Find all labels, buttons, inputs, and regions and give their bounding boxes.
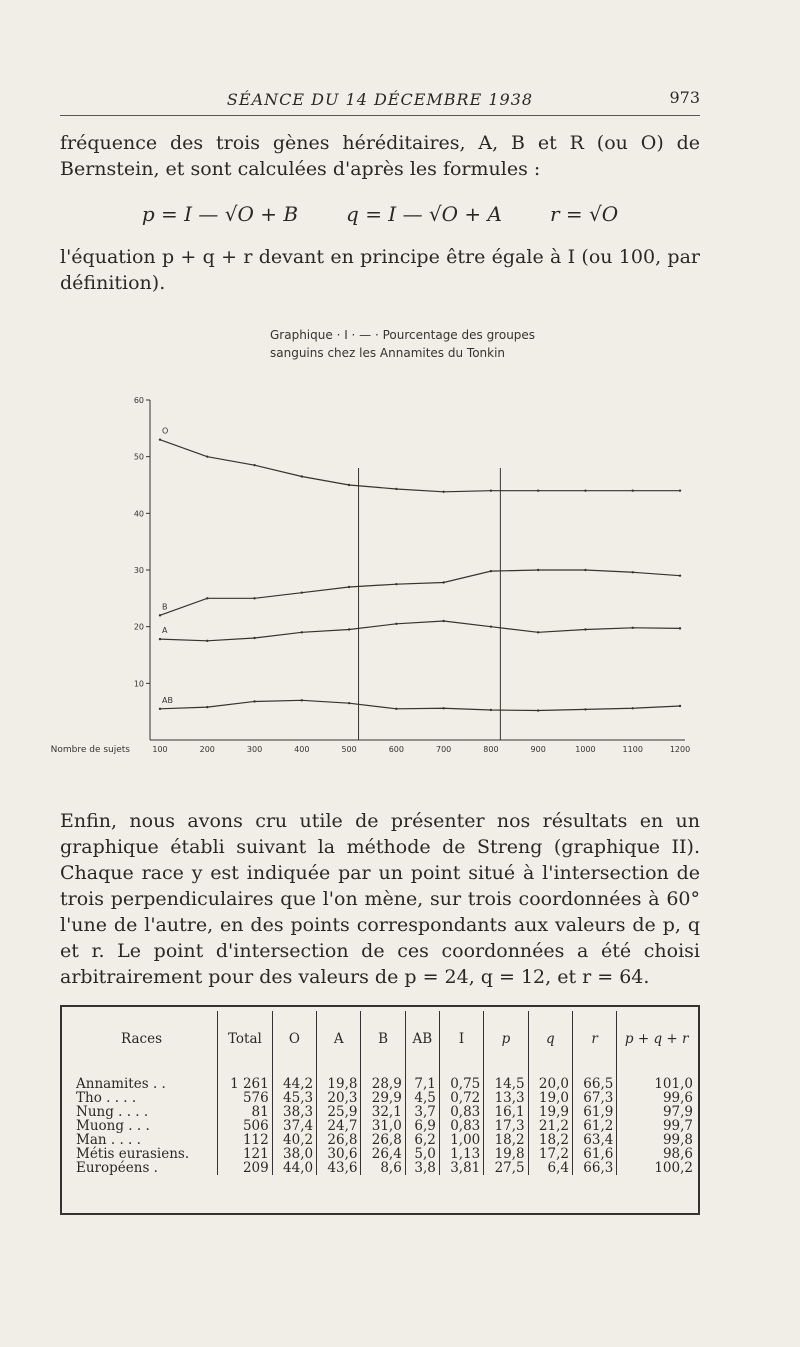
table-cell: 25,9 [317, 1105, 361, 1119]
x-axis-label: Nombre de sujets [50, 745, 130, 755]
series-point-ab [348, 702, 350, 704]
table-header-cell: Races [66, 1011, 218, 1067]
series-label-o: O [162, 426, 169, 436]
table-cell: 6,4 [528, 1161, 572, 1175]
table-header-cell: A [317, 1011, 361, 1067]
table-cell: 7,1 [405, 1067, 439, 1091]
table-header-cell: AB [405, 1011, 439, 1067]
table-row [66, 1091, 696, 1105]
formula-q: q = I — √O + A [346, 202, 502, 226]
table-cell: 17,3 [484, 1119, 528, 1133]
running-header [60, 86, 700, 116]
table-cell: 13,3 [484, 1091, 528, 1105]
table-cell: 29,9 [361, 1091, 405, 1105]
header-rule [60, 115, 700, 116]
series-point-o [537, 489, 539, 491]
x-tick-label: 700 [435, 745, 452, 754]
series-point-a [159, 638, 161, 640]
table-cell: 0,83 [439, 1105, 483, 1119]
table-cell: 19,8 [317, 1067, 361, 1091]
race-cell: Métis eurasiens. [66, 1147, 218, 1161]
table-cell: 209 [218, 1161, 273, 1175]
x-tick-label: 100 [152, 745, 168, 754]
table-cell: 121 [218, 1147, 273, 1161]
table-header-cell: B [361, 1011, 405, 1067]
series-point-a [537, 631, 539, 633]
table-cell: 19,0 [528, 1091, 572, 1105]
table-cell: 4,5 [405, 1091, 439, 1105]
table-cell: 5,0 [405, 1147, 439, 1161]
series-point-a [206, 640, 208, 642]
table-cell: 43,6 [317, 1161, 361, 1175]
series-label-a: A [162, 626, 168, 636]
table-cell: 28,9 [361, 1067, 405, 1091]
table-cell: 24,7 [317, 1119, 361, 1133]
table-cell: 506 [218, 1119, 273, 1133]
table-cell: 61,2 [572, 1119, 616, 1133]
series-point-ab [537, 709, 539, 711]
race-cell: Tho . . . . [66, 1091, 218, 1105]
table-cell: 26,8 [317, 1133, 361, 1147]
series-label-ab: AB [162, 695, 173, 705]
x-tick-label: 300 [246, 745, 263, 754]
race-cell: Nung . . . . [66, 1105, 218, 1119]
formula-p: p = I — √O + B [141, 202, 299, 226]
series-point-a [301, 631, 303, 633]
y-tick-label: 40 [133, 509, 144, 519]
series-point-ab [395, 708, 397, 710]
series-point-ab [206, 706, 208, 708]
table-cell: 81 [218, 1105, 273, 1119]
series-point-o [301, 475, 303, 477]
data-table-frame [60, 1005, 700, 1215]
race-cell: Annamites . . [66, 1067, 218, 1091]
table-cell: 1 261 [218, 1067, 273, 1091]
table-row [66, 1133, 696, 1147]
table-cell: 112 [218, 1133, 273, 1147]
series-line-b [160, 570, 680, 615]
series-label-b: B [162, 602, 168, 612]
table-cell: 100,2 [654, 1160, 693, 1176]
series-point-b [537, 569, 539, 571]
series-point-b [395, 583, 397, 585]
table-cell: 3,7 [405, 1105, 439, 1119]
paragraph-2: l'équation p + q + r devant en principe être égale à I (ou 100, par définition). [60, 246, 700, 294]
table-cell: 1,13 [439, 1147, 483, 1161]
table-cell: 6,2 [405, 1133, 439, 1147]
series-point-a [490, 625, 492, 627]
series-point-o [395, 488, 397, 490]
table-cell: 0,75 [439, 1067, 483, 1091]
blood-group-chart [50, 380, 700, 760]
table-cell: 99,8 [662, 1132, 693, 1148]
series-point-a [442, 620, 444, 622]
series-point-o [584, 489, 586, 491]
table-cell: 19,9 [528, 1105, 572, 1119]
table-cell: 99,7 [662, 1118, 693, 1134]
series-point-o [679, 489, 681, 491]
table-cell: 44,0 [272, 1161, 316, 1175]
blood-group-table [66, 1011, 696, 1175]
series-point-ab [253, 700, 255, 702]
series-point-ab [301, 699, 303, 701]
series-point-o [490, 489, 492, 491]
table-cell: 30,6 [317, 1147, 361, 1161]
table-cell: 97,9 [662, 1104, 693, 1120]
table-row [66, 1119, 696, 1133]
series-point-a [632, 627, 634, 629]
race-cell: Muong . . . [66, 1119, 218, 1133]
table-cell: 16,1 [484, 1105, 528, 1119]
paragraph-1: fréquence des trois gènes héréditaires, A, B et R (ou O) de Bernstein, et sont calculées d'après les formules : [60, 132, 700, 180]
table-header-cell: p + q + r [624, 1031, 689, 1047]
table-header-cell: I [439, 1011, 483, 1067]
table-cell: 38,3 [272, 1105, 316, 1119]
series-point-o [348, 484, 350, 486]
table-row [66, 1147, 696, 1161]
table-cell: 31,0 [361, 1119, 405, 1133]
series-point-b [632, 571, 634, 573]
table-cell: 8,6 [361, 1161, 405, 1175]
table-cell: 18,2 [484, 1133, 528, 1147]
series-point-o [206, 455, 208, 457]
series-point-b [301, 591, 303, 593]
race-cell: Man . . . . [66, 1133, 218, 1147]
table-cell: 18,2 [528, 1133, 572, 1147]
series-point-ab [632, 707, 634, 709]
series-point-b [584, 569, 586, 571]
x-tick-label: 1000 [575, 745, 596, 754]
series-point-a [679, 627, 681, 629]
series-point-b [253, 597, 255, 599]
series-point-ab [159, 708, 161, 710]
y-tick-label: 10 [133, 679, 144, 689]
series-point-a [584, 628, 586, 630]
table-cell: 32,1 [361, 1105, 405, 1119]
table-cell: 20,0 [528, 1067, 572, 1091]
table-cell: 66,3 [572, 1161, 616, 1175]
table-cell: 63,4 [572, 1133, 616, 1147]
series-point-a [348, 628, 350, 630]
table-cell: 26,8 [361, 1133, 405, 1147]
table-cell: 99,6 [662, 1090, 693, 1106]
table-cell: 3,81 [439, 1161, 483, 1175]
chart-title [270, 326, 535, 362]
series-point-b [679, 574, 681, 576]
series-point-b [442, 581, 444, 583]
x-tick-label: 600 [388, 745, 405, 754]
table-cell: 98,6 [662, 1146, 693, 1162]
chart-title-line-1: Graphique · I · — · Pourcentage des groupes [270, 328, 536, 342]
table-cell: 27,5 [484, 1161, 528, 1175]
running-title: SÉANCE DU 14 DÉCEMBRE 1938 [226, 90, 534, 109]
series-line-a [160, 621, 680, 641]
paragraph-3: Enfin, nous avons cru utile de présenter nos résultats en un graphique établi suivant la méthode de Streng (graphique II). Chaque race y est indiquée par un point situé à l'intersection de trois perpendiculaires que l'on mène, sur trois coordonnées à 60° l'une de l'autre, en des points correspondants aux valeurs de p, q et r. Le point d'intersection de ces coordonnées a été choisi arbitrairement pour des valeurs de p = 24, q = 12, et r = 64. [60, 810, 700, 988]
series-point-o [159, 438, 161, 440]
table-header-cell: q [528, 1011, 572, 1067]
table-cell: 37,4 [272, 1119, 316, 1133]
table-header-row [66, 1011, 696, 1067]
y-tick-label: 20 [133, 622, 144, 632]
page-number: 973 [669, 88, 700, 107]
series-line-o [160, 440, 680, 492]
table-cell: 576 [218, 1091, 273, 1105]
table-cell: 40,2 [272, 1133, 316, 1147]
table-cell: 45,3 [272, 1091, 316, 1105]
table-cell: 61,9 [572, 1105, 616, 1119]
table-cell: 0,83 [439, 1119, 483, 1133]
x-tick-label: 900 [530, 745, 546, 754]
x-tick-label: 800 [483, 745, 499, 754]
x-tick-label: 1200 [669, 745, 691, 754]
series-point-b [348, 586, 350, 588]
y-tick-label: 60 [133, 396, 144, 405]
table-cell: 3,8 [405, 1161, 439, 1175]
table-cell: 0,72 [439, 1091, 483, 1105]
x-tick-label: 400 [294, 745, 310, 754]
series-point-a [395, 623, 397, 625]
table-cell: 14,5 [484, 1067, 528, 1091]
table-cell: 19,8 [484, 1147, 528, 1161]
table-row [66, 1105, 696, 1119]
table-cell: 21,2 [528, 1119, 572, 1133]
table-cell: 61,6 [572, 1147, 616, 1161]
table-row [66, 1161, 696, 1175]
table-cell: 26,4 [361, 1147, 405, 1161]
series-point-o [632, 489, 634, 491]
table-cell: 44,2 [272, 1067, 316, 1091]
series-point-b [159, 614, 161, 616]
table-header-cell: p [484, 1011, 528, 1067]
x-tick-label: 1100 [622, 745, 643, 754]
race-cell: Européens . [66, 1161, 218, 1175]
y-tick-label: 30 [133, 566, 144, 575]
formula-row [60, 202, 700, 226]
chart-title-line-2: sanguins chez les Annamites du Tonkin [270, 346, 506, 360]
table-cell: 20,3 [317, 1091, 361, 1105]
table-cell: 66,5 [572, 1067, 616, 1091]
series-point-ab [442, 707, 444, 709]
table-header-cell: r [572, 1011, 616, 1067]
series-point-ab [679, 705, 681, 707]
series-point-o [442, 491, 444, 493]
table-cell: 6,9 [405, 1119, 439, 1133]
formula-r: r = √O [549, 202, 619, 226]
y-tick-label: 50 [133, 452, 144, 462]
table-cell: 17,2 [528, 1147, 572, 1161]
series-point-ab [584, 708, 586, 710]
series-point-b [490, 570, 492, 572]
x-tick-label: 200 [199, 745, 215, 754]
table-header-cell: O [272, 1011, 316, 1067]
table-cell: 101,0 [654, 1076, 693, 1092]
table-body [66, 1067, 696, 1175]
series-point-a [253, 637, 255, 639]
table-row [66, 1067, 696, 1091]
series-line-ab [160, 700, 680, 710]
table-cell: 38,0 [272, 1147, 316, 1161]
series-point-o [253, 464, 255, 466]
x-tick-label: 500 [341, 745, 357, 754]
series-point-b [206, 597, 208, 599]
table-header-cell: Total [218, 1011, 273, 1067]
table-cell: 1,00 [439, 1133, 483, 1147]
table-cell: 67,3 [572, 1091, 616, 1105]
series-point-ab [490, 709, 492, 711]
